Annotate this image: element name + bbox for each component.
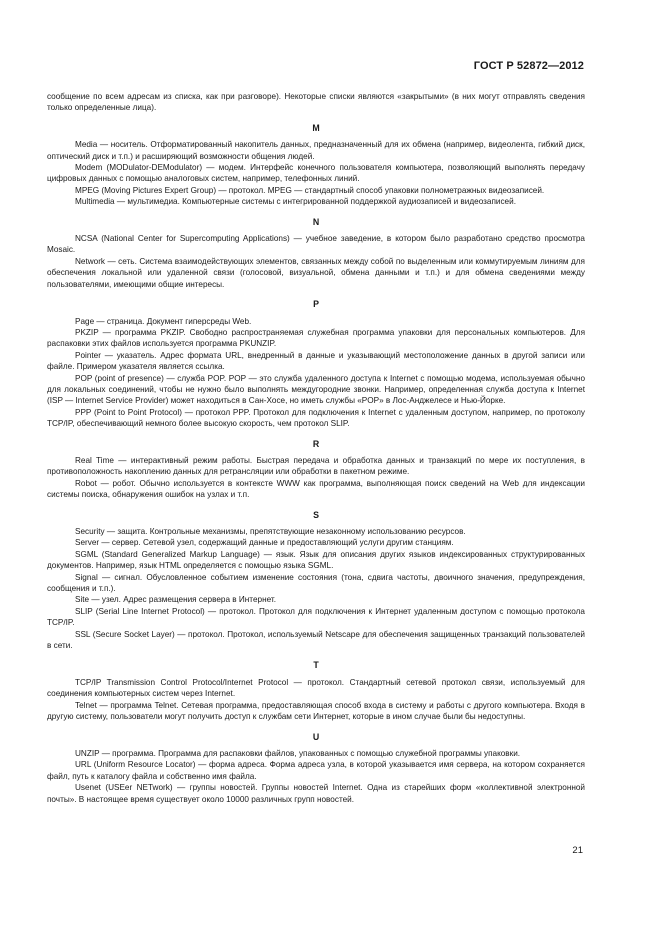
section-letter-p: P: [313, 299, 319, 310]
glossary-content: [47, 91, 585, 805]
term-media: Media — носитель. Отформатированный накопитель данных, предназначенный для их обмена (например, видеолента, гибкий диск, оптический диск и т.п.) и расширяющий возможности общения людей.: [47, 140, 585, 161]
term-mpeg: MPEG (Moving Pictures Expert Group) — протокол. MPEG — стандартный способ упаковки полнометражных видеозаписей.: [75, 185, 545, 195]
term-robot: Robot — робот. Обычно используется в контексте WWW как программа, выполняющая поиск сведений на Web для индексации системы поиска, обнаружения ошибок на узлах и т.п.: [47, 478, 585, 500]
section-letter-n: N: [312, 216, 320, 227]
term-ncsa: NCSA (National Center for Supercomputing Applications) — учебное заведение, в котором было разработано средство просмотра Mosaic.: [47, 234, 585, 255]
term-page: Page — страница. Документ гиперсреды Web.: [75, 316, 252, 326]
document-code: ГОСТ Р 52872—2012: [473, 60, 584, 72]
term-ppp: PPP (Point to Point Protocol) — протокол PPP. Протокол для подключения к Internet с удаленным доступом, например, по протоколу TCP/IP, обеспечивающий немного более высокую скорость, чем протокол SLIP.: [47, 407, 585, 429]
term-telnet: Telnet — программа Telnet. Сетевая программа, предоставляющая способ входа в систему и работы с другого компьютера. Входя в другую систему, пользователи могут получить доступ к службам сети Интернет, которые в ином случае были бы недоступны.: [47, 700, 585, 722]
section-letter-t: T: [313, 660, 319, 671]
term-ssl: SSL (Secure Socket Layer) — протокол. Протокол, используемый Netscape для обеспечения защищенных транзакций пользователей в сети.: [47, 629, 585, 651]
term-network: Network — сеть. Система взаимодействующих элементов, связанных между собой по выделенным или коммутируемым линиям для обеспечения локальной или удаленной связи (голосовой, визуальной, обмена данными и т.п.) и для обмена сведениями между пользователями, имеющими общие интересы.: [47, 256, 585, 289]
term-unzip: UNZIP — программа. Программа для распаковки файлов, упакованных с помощью служебной программы упаковки.: [75, 748, 521, 758]
term-security: Security — защита. Контрольные механизмы, препятствующие незаконному использованию ресурсов.: [75, 527, 466, 536]
term-url: URL (Uniform Resource Locator) — форма адреса. Форма адреса узла, в которой указывается имя сервера, на котором сохраняется файл, путь к каталогу файла и собственно имя файла.: [47, 760, 585, 781]
term-signal: Signal — сигнал. Обусловленное событием изменение состояния (тона, сдвига частоты, двоичного значения, предупреждения, сообщения и т.п.).: [47, 572, 585, 594]
term-site: Site — узел. Адрес размещения сервера в Интернет.: [75, 595, 276, 605]
term-multimedia: Multimedia — мультимедиа. Компьютерные системы с интегрированной поддержкой аудиозаписей и видеозаписей.: [75, 197, 516, 207]
term-server: Server — сервер. Сетевой узел, содержащий данные и предоставляющий услуги другим станциям.: [75, 538, 454, 548]
term-slip: SLIP (Serial Line Internet Protocol) — протокол. Протокол для подключения к Интернет удаленным доступом с помощью протокола TCP/IP.: [47, 606, 585, 628]
term-modem: Modem (MODulator-DEModulator) — модем. Интерфейс конечного пользователя компьютера, позволяющий выполнять передачу цифровых данных с помощью аналоговых систем, например, телефонных линий.: [47, 163, 585, 184]
term-pop: POP (point of presence) — служба POP. POP — это служба удаленного доступа к Internet с помощью модема, используемая обычно для локальных соединений, чтобы не нужно было выполнять междугородние звонки. Например, определенная служба доступа к Internet (ISP — Internet Service Provider) может находиться в Сан-Хосе, но иметь службы «POP» в Лос-Анджелесе и Нью-Йорке.: [47, 373, 585, 406]
section-letter-s: S: [313, 509, 319, 520]
section-letter-m: M: [312, 122, 320, 133]
section-letter-u: U: [312, 731, 320, 742]
section-letter-r: R: [312, 438, 320, 449]
term-pkzip: PKZIP — программа PKZIP. Свободно распространяемая служебная программа упаковки для персональных компьютеров. Для распаковки этих файлов используется программа PKUNZIP.: [47, 327, 585, 349]
term-real-time: Real Time — интерактивный режим работы. Быстрая передача и обработка данных и транзакций по мере их поступления, в противоположность накоплению данных для ретрансляции или обработки в пакетном режиме.: [47, 455, 585, 477]
term-tcp-ip: TCP/IP Transmission Control Protocol/Internet Protocol — протокол. Стандартный сетевой протокол связи, используемый для соединения компьютерных систем через Internet.: [47, 677, 585, 699]
term-usenet: Usenet (USEer NETwork) — группы новостей. Группы новостей Internet. Одна из старейших форм «коллективной электронной почты». В настоящее время существует около 10000 различных групп новостей.: [47, 783, 585, 804]
term-sgml: SGML (Standard Generalized Markup Language) — язык. Язык для описания других языков индексированных структурированных документов. Например, язык HTML определяется с помощью языка SGML.: [47, 549, 585, 571]
term-pointer: Pointer — указатель. Адрес формата URL, внедренный в данные и указывающий местоположение данных в другой записи или файле. Примером указателя является ссылка.: [47, 350, 585, 372]
page-number: 21: [572, 845, 583, 856]
intro-paragraph: сообщение по всем адресам из списка, как при разговоре). Некоторые списки являются «закрытыми» (в них могут отправлять сведения только определенные лица).: [47, 92, 585, 113]
